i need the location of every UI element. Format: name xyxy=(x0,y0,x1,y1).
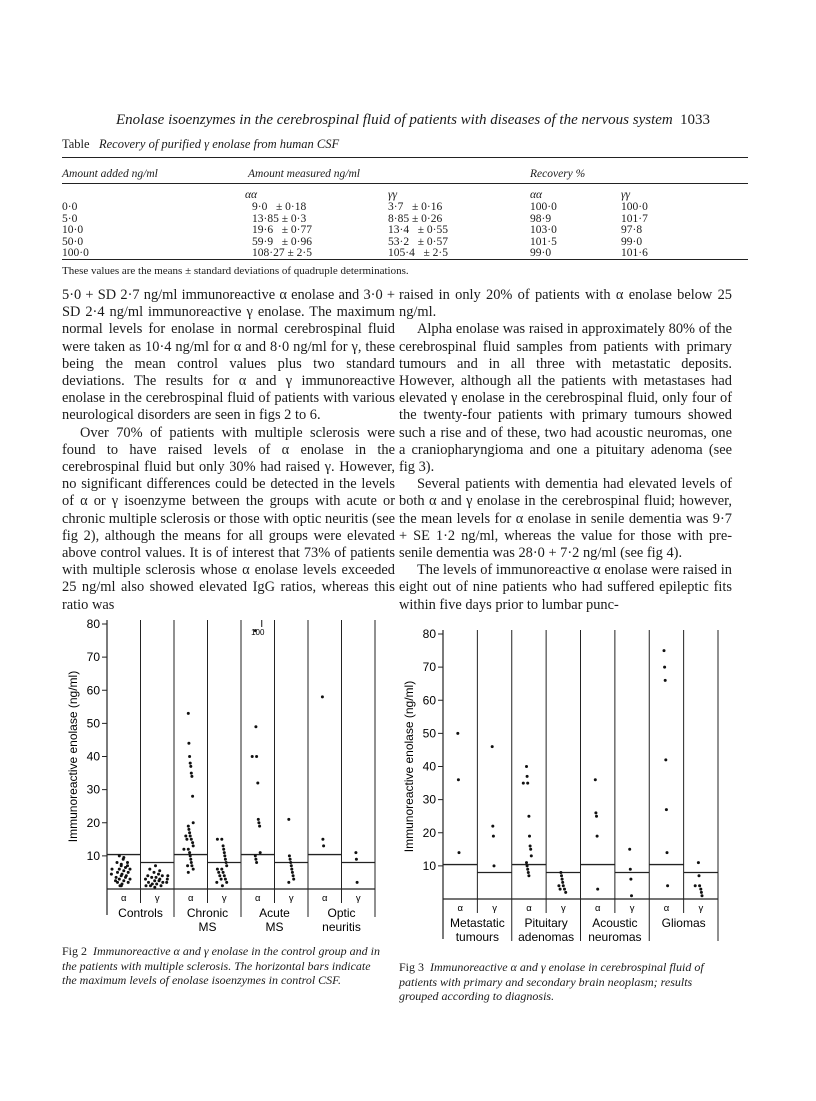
y-tick-label: 40 xyxy=(422,759,436,774)
data-point xyxy=(698,884,701,887)
data-point xyxy=(190,864,193,867)
data-point xyxy=(222,848,225,851)
data-point xyxy=(321,695,324,698)
table-cell: 99·0 xyxy=(530,247,552,260)
data-point xyxy=(166,878,169,881)
fig2-chart xyxy=(55,612,385,937)
fig3-label: Fig 3 xyxy=(399,960,425,974)
data-point xyxy=(223,854,226,857)
data-point xyxy=(215,881,218,884)
table-cell: 101·7 xyxy=(621,212,648,225)
y-axis-label: Immunoreactive enolase (ng/ml) xyxy=(402,680,416,853)
data-point xyxy=(629,878,632,881)
data-point xyxy=(251,755,254,758)
data-point xyxy=(121,873,124,876)
data-point xyxy=(665,808,668,811)
data-point xyxy=(322,844,325,847)
isoenzyme-label: γ xyxy=(288,893,294,904)
isoenzyme-label: α xyxy=(322,893,328,904)
group-label: Gliomas xyxy=(661,916,706,930)
table-cell: 101·5 xyxy=(530,235,557,248)
data-point xyxy=(356,881,359,884)
data-point xyxy=(526,868,529,871)
table-cell: 100·0 xyxy=(62,247,89,260)
data-point xyxy=(185,838,188,841)
data-point xyxy=(122,856,125,859)
page-number: 1033 xyxy=(680,112,710,128)
group-label: Acute xyxy=(259,906,290,920)
table-cell: 13·85 ± 0·3 xyxy=(252,212,307,225)
table-title: Recovery of purified γ enolase from human CSF xyxy=(98,137,340,151)
data-point xyxy=(187,848,190,851)
y-tick-label: 50 xyxy=(86,716,100,731)
table-caption xyxy=(62,137,339,152)
data-point xyxy=(166,874,169,877)
table-top-rule xyxy=(62,157,748,158)
table-header-rule xyxy=(62,183,748,184)
data-point xyxy=(527,874,530,877)
sub-header-aa: αα xyxy=(245,189,258,201)
y-tick-label: 10 xyxy=(86,848,100,863)
isoenzyme-label: γ xyxy=(492,903,497,914)
data-point xyxy=(148,868,151,871)
data-point xyxy=(664,758,667,761)
data-point xyxy=(189,854,192,857)
data-point xyxy=(564,891,567,894)
data-point xyxy=(157,873,160,876)
data-point xyxy=(160,884,163,887)
data-point xyxy=(125,874,128,877)
table-cell: 10·0 xyxy=(62,224,84,237)
data-point xyxy=(290,864,293,867)
fig2-caption-text: Immunoreactive α and γ enolase in the control group and in the patients with multiple sclerosis. The horizontal bars indicate the maximum levels of enolase isoenzymes in control CSF. xyxy=(62,944,380,987)
data-point xyxy=(594,778,597,781)
data-point xyxy=(127,871,130,874)
data-point xyxy=(190,772,193,775)
data-point xyxy=(491,825,494,828)
data-point xyxy=(456,732,459,735)
fig2-caption xyxy=(62,944,380,988)
data-point xyxy=(288,854,291,857)
data-point xyxy=(190,861,193,864)
data-point xyxy=(182,848,185,851)
data-point xyxy=(122,879,125,882)
y-tick-label: 20 xyxy=(86,815,100,830)
paragraph: Several patients with dementia had elevated levels of both α and γ enolase in the cerebrospinal fluid; however, the mean levels for α enolase in senile dementia was 9·7 + SE 1·2 ng/ml, whereas the value for those with pre-senile dementia was 28·0 + 7·2 ng/ml (see fig 4). xyxy=(399,476,732,562)
data-point xyxy=(561,881,564,884)
table-cell: 50·0 xyxy=(62,235,84,248)
data-point xyxy=(698,874,701,877)
data-point xyxy=(492,835,495,838)
fig3-chart xyxy=(398,622,728,952)
data-point xyxy=(289,858,292,861)
data-point xyxy=(256,782,259,785)
data-point xyxy=(190,838,193,841)
paragraph: Alpha enolase was raised in approximately 80% of the cerebrospinal fluid samples from patients with primary tumours and in all three with metastatic deposits. However, although all the patients with metastases had elevated γ enolase in the cerebrospinal fluid, only four of the twenty-four patients with primary tumours showed such a rise and of these, two had acoustic neuromas, one a craniopharyngioma and one a pituitary adenoma (see fig 3). xyxy=(399,321,732,476)
data-point xyxy=(259,851,262,854)
isoenzyme-label: α xyxy=(188,893,194,904)
data-point xyxy=(158,878,161,881)
paragraph: raised in only 20% of patients with α enolase below 25 ng/ml. xyxy=(399,287,732,321)
table-cell: 100·0 xyxy=(621,201,648,213)
data-point xyxy=(111,868,114,871)
group-label: Controls xyxy=(118,906,163,920)
table-cell: 59·9 ± 0·96 xyxy=(252,235,312,248)
data-point xyxy=(526,864,529,867)
data-point xyxy=(120,863,123,866)
data-point xyxy=(187,742,190,745)
group-label: tumours xyxy=(455,930,500,944)
isoenzyme-label: α xyxy=(526,903,532,914)
data-point xyxy=(155,876,158,879)
data-point xyxy=(225,864,228,867)
data-point xyxy=(153,879,156,882)
data-point xyxy=(224,858,227,861)
table-cell: 103·0 xyxy=(530,224,557,237)
y-tick-label: 30 xyxy=(86,782,100,797)
data-point xyxy=(220,878,223,881)
isoenzyme-label: γ xyxy=(221,893,227,904)
data-point xyxy=(666,884,669,887)
data-point xyxy=(154,864,157,867)
data-point xyxy=(115,876,118,879)
data-point xyxy=(161,874,164,877)
data-point xyxy=(220,868,223,871)
data-point xyxy=(321,838,324,841)
data-point xyxy=(150,876,153,879)
data-point xyxy=(560,874,563,877)
data-point xyxy=(596,888,599,891)
isoenzyme-label: γ xyxy=(154,893,160,904)
data-point xyxy=(145,884,148,887)
data-point xyxy=(666,851,669,854)
data-point xyxy=(118,854,121,857)
y-axis-label: Immunoreactive enolase (ng/ml) xyxy=(66,670,80,843)
data-point xyxy=(701,894,704,897)
data-point xyxy=(225,881,228,884)
data-point xyxy=(223,851,226,854)
data-point xyxy=(529,848,532,851)
data-point xyxy=(292,878,295,881)
group-label: neuromas xyxy=(588,930,642,944)
data-point xyxy=(663,666,666,669)
data-point xyxy=(126,864,129,867)
sub-header-rec-yy: γγ xyxy=(621,189,631,201)
data-point xyxy=(526,782,529,785)
data-point xyxy=(191,795,194,798)
table-cell: 108·27 ± 2·5 xyxy=(252,247,312,260)
table-cell: 0·0 xyxy=(62,201,78,213)
data-point xyxy=(530,854,533,857)
data-point xyxy=(522,782,525,785)
running-title: Enolase isoenzymes in the cerebrospinal fluid of patients with diseases of the nervous system xyxy=(116,112,673,128)
data-point xyxy=(129,868,132,871)
isoenzyme-label: γ xyxy=(698,903,704,914)
y-tick-label: 70 xyxy=(422,660,436,675)
data-point xyxy=(114,879,117,882)
data-point xyxy=(287,881,290,884)
data-point xyxy=(628,848,631,851)
data-point xyxy=(110,873,113,876)
isoenzyme-label: γ xyxy=(629,903,635,914)
data-point xyxy=(255,861,258,864)
y-tick-label: 80 xyxy=(422,627,436,641)
data-point xyxy=(559,888,562,891)
data-point xyxy=(289,861,292,864)
paragraph: 5·0 + SD 2·7 ng/ml immunoreactive α enolase and 3·0 + SD 2·4 ng/ml immunoreactive γ enolase. The maximum normal levels for enolase in normal cerebrospinal fluid were taken as 10·4 ng/ml for α and 8·0 ng/ml for γ, these being the mean control values plus two standard deviations. The results for α and γ immunoreactive enolase in the cerebrospinal fluid of patients with various neurological disorders are seen in figs 2 to 6. xyxy=(62,287,395,424)
table-cell: 13·4 ± 0·55 xyxy=(388,224,448,237)
data-point xyxy=(255,755,258,758)
data-point xyxy=(290,868,293,871)
data-point xyxy=(254,854,257,857)
data-point xyxy=(220,838,223,841)
data-point xyxy=(188,755,191,758)
data-point xyxy=(129,878,132,881)
y-tick-label: 10 xyxy=(422,858,436,873)
data-point xyxy=(192,821,195,824)
data-point xyxy=(594,811,597,814)
data-point xyxy=(528,835,531,838)
data-point xyxy=(559,871,562,874)
isoenzyme-label: α xyxy=(121,893,127,904)
data-point xyxy=(189,835,192,838)
data-point xyxy=(188,851,191,854)
data-point xyxy=(562,884,565,887)
table-cell: 105·4 ± 2·5 xyxy=(388,247,448,260)
data-point xyxy=(254,725,257,728)
table-cell: 100·0 xyxy=(530,201,557,213)
data-point xyxy=(563,888,566,891)
data-point xyxy=(699,888,702,891)
y-tick-label: 60 xyxy=(86,683,100,698)
data-point xyxy=(218,874,221,877)
group-label: Pituitary xyxy=(524,916,568,930)
data-point xyxy=(189,765,192,768)
y-tick-label: 80 xyxy=(86,617,100,631)
data-point xyxy=(529,845,532,848)
table-cell: 98·9 xyxy=(530,212,552,225)
data-point xyxy=(224,878,227,881)
data-point xyxy=(258,825,261,828)
table-cell: 5·0 xyxy=(62,212,78,225)
isoenzyme-label: α xyxy=(457,903,463,914)
data-point xyxy=(153,886,156,889)
isoenzyme-label: γ xyxy=(355,893,361,904)
data-point xyxy=(354,851,357,854)
table-cell: 19·6 ± 0·77 xyxy=(252,224,312,237)
data-point xyxy=(222,871,225,874)
data-point xyxy=(700,891,703,894)
data-point xyxy=(144,878,147,881)
data-point xyxy=(697,861,700,864)
data-point xyxy=(222,844,225,847)
data-point xyxy=(457,778,460,781)
data-point xyxy=(191,841,194,844)
data-point xyxy=(151,883,154,886)
data-point xyxy=(186,864,189,867)
data-point xyxy=(491,745,494,748)
table-footnote: These values are the means ± standard deviations of quadruple determinations. xyxy=(62,265,409,277)
sub-header-yy: γγ xyxy=(388,189,398,201)
isoenzyme-label: α xyxy=(594,903,601,914)
data-point xyxy=(292,874,295,877)
data-point xyxy=(217,871,220,874)
data-point xyxy=(122,869,125,872)
data-point xyxy=(223,874,226,877)
data-point xyxy=(694,884,697,887)
data-point xyxy=(146,874,149,877)
table-cell: 99·0 xyxy=(621,235,643,248)
data-point xyxy=(291,871,294,874)
paragraph: Over 70% of patients with multiple sclerosis were found to have raised levels of α enolase in the cerebrospinal fluid but only 30% had raised γ. However, no significant differences could be detected in the levels of α or γ isoenzyme between the groups with acute or chronic multiple sclerosis or those with optic neuritis (see fig 2), although the means for all groups were elevated above control values. It is of interest that 73% of patients with multiple sclerosis whose α enolase levels exceeded 25 ng/ml also showed elevated IgG ratios, whereas this ratio was xyxy=(62,424,395,613)
fig3-caption-text: Immunoreactive α and γ enolase in cerebrospinal fluid of patients with primary and secondary brain neoplasm; results grouped according to diagnosis. xyxy=(399,960,704,1003)
data-point xyxy=(116,871,119,874)
data-point xyxy=(153,871,156,874)
data-point xyxy=(161,881,164,884)
isoenzyme-label: γ xyxy=(560,903,566,914)
y-tick-label: 70 xyxy=(86,650,100,665)
data-point xyxy=(225,861,228,864)
group-label: adenomas xyxy=(518,930,575,944)
data-point xyxy=(257,821,260,824)
y-tick-label: 60 xyxy=(422,693,436,708)
data-point xyxy=(126,861,129,864)
data-point xyxy=(119,884,122,887)
data-point xyxy=(629,868,632,871)
group-label: neuritis xyxy=(322,920,361,934)
table-header-measured: Amount measured ng/ml xyxy=(248,168,361,180)
table-header-recovery: Recovery % xyxy=(530,168,586,180)
right-text-column xyxy=(399,287,732,614)
table-bottom-rule xyxy=(62,259,748,260)
y-tick-label: 20 xyxy=(422,825,436,840)
data-point xyxy=(165,881,168,884)
data-point xyxy=(458,851,461,854)
isoenzyme-label: α xyxy=(663,903,670,914)
y-tick-label: 50 xyxy=(422,726,436,741)
data-point xyxy=(355,858,358,861)
data-point xyxy=(188,831,191,834)
data-point xyxy=(526,775,529,778)
group-label: Optic xyxy=(327,906,356,920)
data-point xyxy=(190,775,193,778)
data-point xyxy=(187,871,190,874)
data-point xyxy=(189,858,192,861)
data-point xyxy=(493,864,496,867)
data-point xyxy=(216,838,219,841)
data-point xyxy=(116,861,119,864)
data-point xyxy=(557,884,560,887)
data-point xyxy=(118,878,121,881)
group-label: Metastatic xyxy=(450,916,505,930)
data-point xyxy=(664,679,667,682)
fig2-label: Fig 2 xyxy=(62,944,88,958)
data-point xyxy=(596,835,599,838)
data-point xyxy=(147,881,150,884)
data-point xyxy=(187,712,190,715)
data-point xyxy=(527,815,530,818)
data-point xyxy=(192,868,195,871)
data-point xyxy=(216,868,219,871)
data-point xyxy=(184,835,187,838)
annotation-label: 100 xyxy=(251,628,265,637)
data-point xyxy=(189,762,192,765)
data-point xyxy=(155,883,158,886)
table-header-added: Amount added ng/ml xyxy=(62,168,158,180)
data-point xyxy=(595,815,598,818)
table-label: Table xyxy=(62,137,90,151)
table-cell: 101·6 xyxy=(621,247,648,260)
data-point xyxy=(525,861,528,864)
data-point xyxy=(158,869,161,872)
group-label: MS xyxy=(265,920,284,934)
data-point xyxy=(287,818,290,821)
group-label: Acoustic xyxy=(592,916,638,930)
data-point xyxy=(527,871,530,874)
table-cell: 8·85 ± 0·26 xyxy=(388,212,443,225)
group-label: Chronic xyxy=(186,906,229,920)
table-cell: 97·8 xyxy=(621,224,643,237)
sub-header-rec-aa: αα xyxy=(530,189,543,201)
data-point xyxy=(257,818,260,821)
table-cell: 53·2 ± 0·57 xyxy=(388,235,448,248)
data-point xyxy=(630,894,633,897)
data-point xyxy=(254,858,257,861)
y-tick-label: 30 xyxy=(422,792,436,807)
data-point xyxy=(127,881,130,884)
data-point xyxy=(192,844,195,847)
group-label: MS xyxy=(198,920,217,934)
table-cell: 9·0 ± 0·18 xyxy=(252,201,307,213)
table-cell: 3·7 ± 0·16 xyxy=(388,201,443,213)
data-point xyxy=(221,884,224,887)
fig3-caption xyxy=(399,960,729,1004)
data-point xyxy=(663,649,666,652)
data-point xyxy=(118,868,121,871)
data-point xyxy=(561,878,564,881)
data-point xyxy=(187,825,190,828)
data-point xyxy=(187,828,190,831)
isoenzyme-label: α xyxy=(255,893,261,904)
y-tick-label: 40 xyxy=(86,749,100,764)
data-point xyxy=(525,765,528,768)
paragraph: The levels of immunoreactive α enolase were raised in eight out of nine patients who had suffered epileptic fits within five days prior to lumbar punc- xyxy=(399,562,732,613)
left-text-column xyxy=(62,287,395,614)
